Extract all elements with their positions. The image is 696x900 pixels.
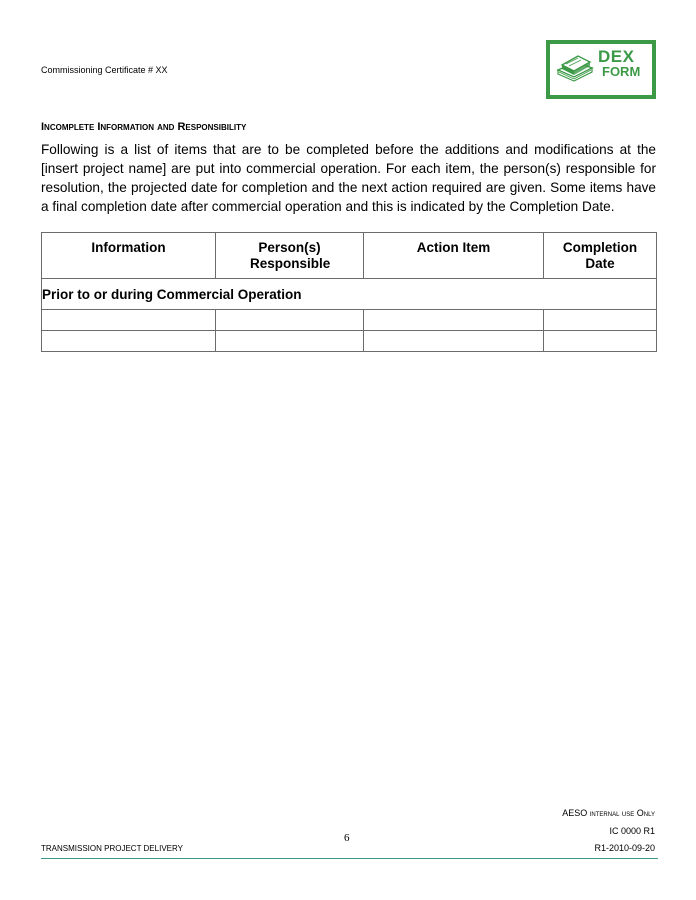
table-cell: [216, 331, 364, 352]
table-cell: [216, 310, 364, 331]
group-label: Prior to or during Commercial Operation: [42, 279, 657, 310]
table-row: [42, 331, 657, 352]
table-cell: [42, 310, 216, 331]
logo-text-form: FORM: [602, 64, 641, 79]
table-cell: [364, 331, 544, 352]
intro-paragraph: Following is a list of items that are to be completed before the additions and modifications at the [insert project name] are put into commercial operation. For each item, the person(s) responsible for resolution, the projected date for completion and the next action required are given. Some items have a final completion date after commercial operation and this is indicated by the Completion Date.: [41, 142, 656, 214]
footer-department: TRANSMISSION PROJECT DELIVERY: [41, 844, 183, 853]
column-header-completion-date: Completion Date: [544, 233, 657, 279]
footer-divider: [41, 858, 658, 859]
page-number: 6: [344, 832, 350, 844]
company-logo: [546, 40, 656, 99]
footer-internal-use: AESO internal use Only: [562, 808, 655, 818]
table-cell: [544, 331, 657, 352]
footer-revision: R1-2010-09-20: [594, 843, 655, 853]
table-row: [42, 310, 657, 331]
table-group-row: [42, 279, 657, 310]
logo-text-dex: DEX: [598, 47, 635, 66]
column-header-action-item: Action Item: [364, 233, 544, 279]
footer-doc-code: IC 0000 R1: [609, 826, 655, 836]
incomplete-items-table: [41, 232, 657, 352]
table-cell: [544, 310, 657, 331]
table-header-row: [42, 233, 657, 279]
table-cell: [42, 331, 216, 352]
table-cell: [364, 310, 544, 331]
section-title: Incomplete Information and Responsibility: [41, 121, 247, 133]
column-header-information: Information: [42, 233, 216, 279]
logo-tagline: REPLACE WITH YOUR LOGO: [558, 84, 646, 91]
certificate-header: Commissioning Certificate # XX: [41, 65, 168, 75]
column-header-persons-responsible: Person(s) Responsible: [216, 233, 364, 279]
paper-stack-icon: [556, 50, 594, 84]
